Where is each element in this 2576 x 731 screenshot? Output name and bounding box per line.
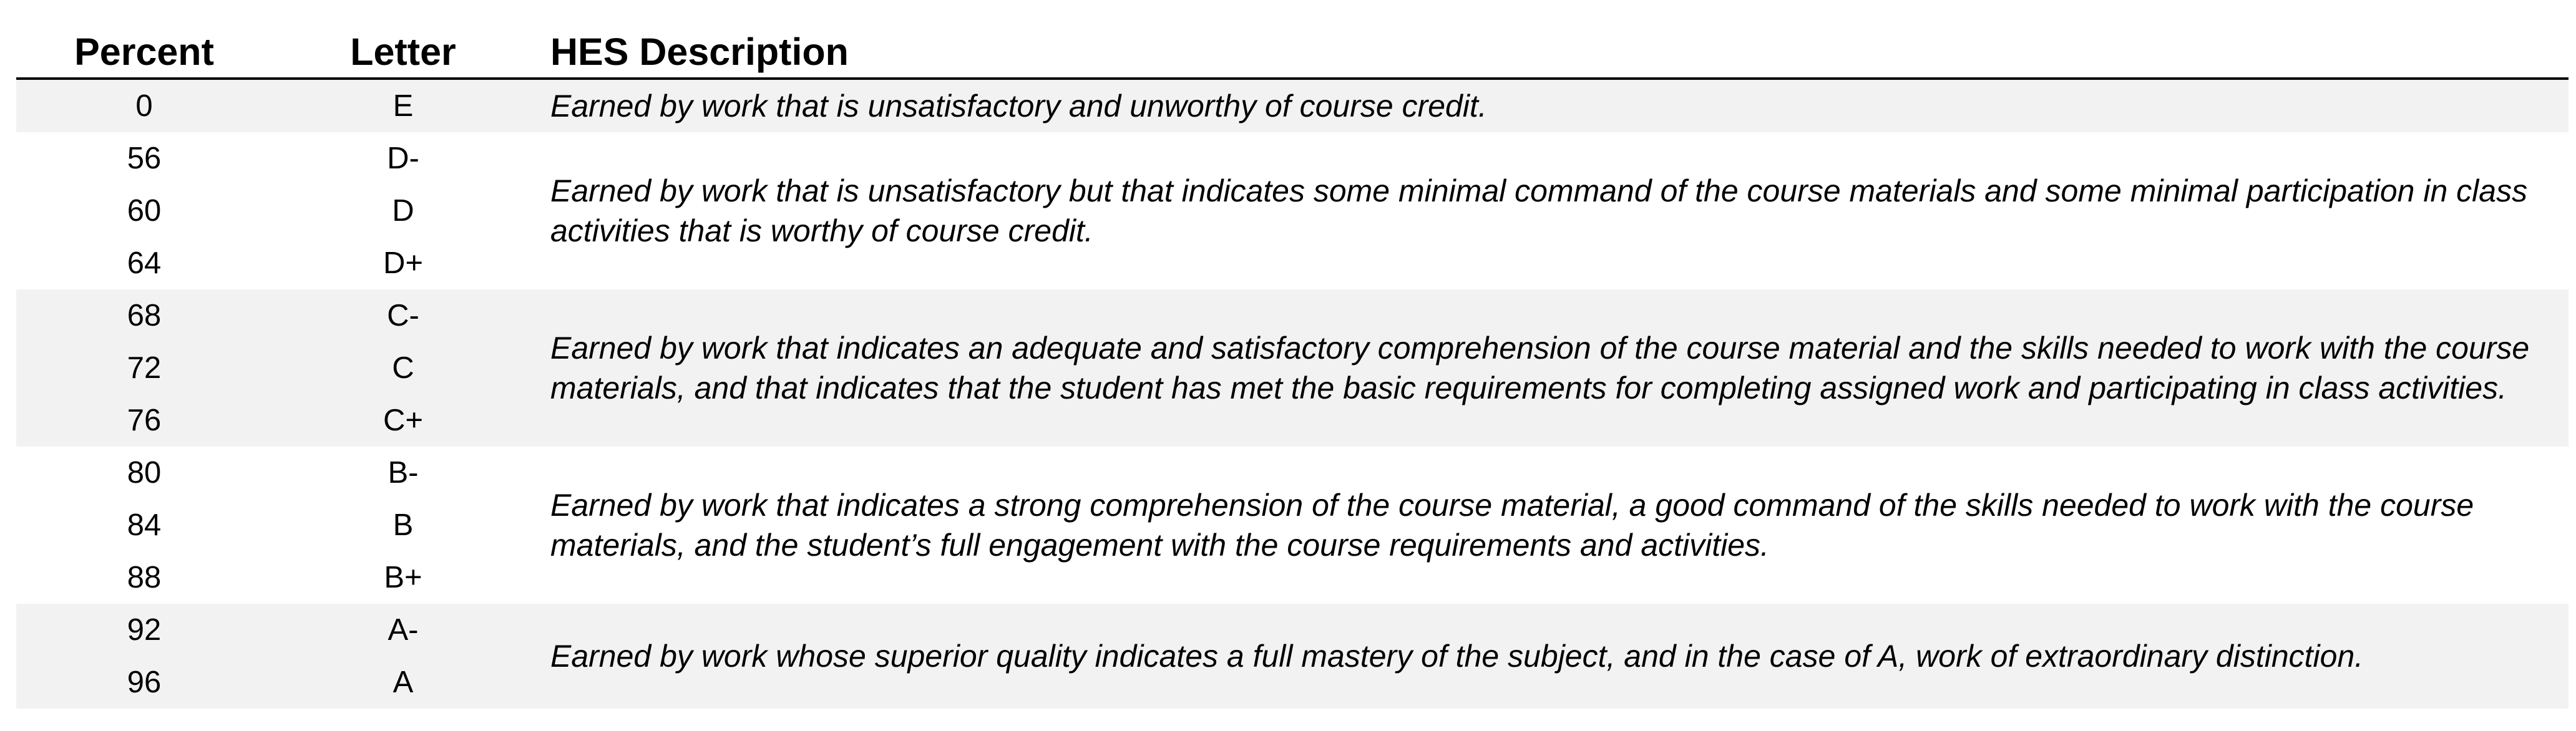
table-row bbox=[16, 289, 534, 342]
letter-cell: A- bbox=[388, 612, 419, 647]
letter-cell: D bbox=[392, 193, 414, 228]
letter-cell: C bbox=[392, 351, 414, 385]
letter-cell: D- bbox=[387, 141, 419, 175]
percent-cell: 68 bbox=[127, 298, 162, 332]
letter-column-header: Letter bbox=[350, 31, 456, 73]
description-cell: Earned by work that is unsatisfactory but that indicates some minimal command of the course materials and some minimal participation in class activities that is worthy of course credit. bbox=[550, 173, 2528, 248]
letter-cell: C+ bbox=[383, 403, 423, 437]
description-column-header: HES Description bbox=[550, 31, 849, 73]
percent-cell: 76 bbox=[127, 403, 162, 437]
table-row bbox=[16, 237, 534, 289]
letter-cell: A bbox=[393, 665, 414, 699]
grade-group-e bbox=[16, 80, 2569, 132]
grade-group-d bbox=[16, 132, 2569, 289]
percent-cell: 96 bbox=[127, 665, 162, 699]
letter-cell: E bbox=[393, 89, 414, 123]
table-row bbox=[16, 185, 534, 237]
letter-cell: C- bbox=[387, 298, 419, 332]
table-row bbox=[16, 604, 534, 656]
table-row bbox=[16, 342, 534, 394]
percent-cell: 88 bbox=[127, 560, 162, 594]
percent-cell: 60 bbox=[127, 193, 162, 228]
letter-cell: D+ bbox=[383, 246, 423, 280]
letter-cell: B bbox=[393, 508, 414, 542]
grade-values bbox=[16, 604, 534, 709]
table-row bbox=[16, 447, 534, 499]
percent-cell: 64 bbox=[127, 246, 162, 280]
grade-values bbox=[16, 132, 534, 289]
table-row bbox=[16, 132, 534, 185]
grade-table bbox=[16, 22, 2569, 709]
table-row bbox=[16, 656, 534, 709]
grade-group-c bbox=[16, 289, 2569, 447]
description-cell: Earned by work that indicates a strong comprehension of the course material, a good command of the skills needed to work with the course materials, and the student’s full engagement with the course requirements and activities. bbox=[550, 488, 2474, 563]
table-header-row bbox=[16, 22, 2569, 80]
description-cell: Earned by work that indicates an adequate and satisfactory comprehension of the course material and the skills needed to work with the course materials, and that indicates that the student has met the basic requirements for completing assigned work and participating in class activities. bbox=[550, 331, 2530, 405]
percent-cell: 72 bbox=[127, 351, 162, 385]
letter-cell: B- bbox=[388, 455, 419, 490]
percent-cell: 0 bbox=[135, 89, 153, 123]
table-row bbox=[16, 80, 534, 132]
percent-cell: 80 bbox=[127, 455, 162, 490]
grade-group-a bbox=[16, 604, 2569, 709]
percent-cell: 56 bbox=[127, 141, 162, 175]
grade-values bbox=[16, 80, 534, 132]
grade-values bbox=[16, 447, 534, 604]
description-cell: Earned by work that is unsatisfactory and unworthy of course credit. bbox=[550, 89, 1487, 123]
percent-column-header: Percent bbox=[74, 31, 214, 73]
grade-values bbox=[16, 289, 534, 447]
description-cell: Earned by work whose superior quality indicates a full mastery of the subject, and in the case of A, work of extraordinary distinction. bbox=[550, 639, 2364, 674]
letter-cell: B+ bbox=[384, 560, 422, 594]
table-row bbox=[16, 499, 534, 551]
percent-cell: 92 bbox=[127, 612, 162, 647]
grade-group-b bbox=[16, 447, 2569, 604]
percent-cell: 84 bbox=[127, 508, 162, 542]
table-row bbox=[16, 394, 534, 447]
table-row bbox=[16, 551, 534, 604]
